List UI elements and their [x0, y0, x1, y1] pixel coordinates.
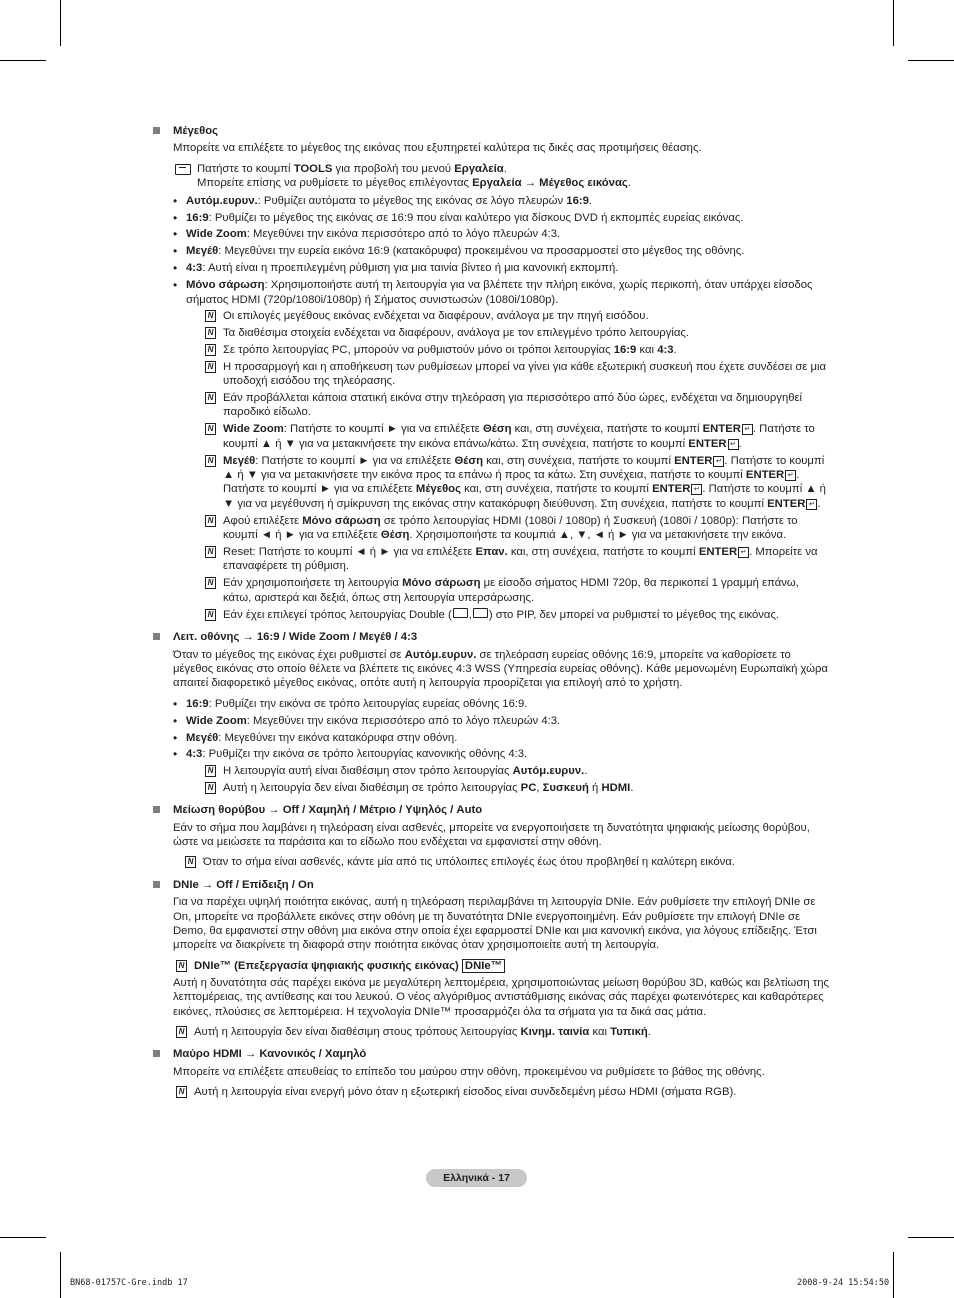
section-picture-size	[153, 124, 829, 622]
option-list	[166, 194, 829, 622]
manual-content	[153, 124, 829, 1102]
note-item: N Αυτή η λειτουργία δεν είναι διαθέσιμη σε τρόπο λειτουργίας PC, Συσκευή ή HDMI.	[202, 781, 829, 795]
tools-remote-icon	[175, 164, 191, 175]
note-icon: N	[205, 609, 216, 621]
dnie-logo: DNIe™	[462, 959, 505, 973]
square-bullet-icon	[153, 633, 160, 640]
list-item: • Αυτόμ.ευρυν.: Ρυθμίζει αυτόματα το μέγεθος της εικόνας σε λόγο πλευρών 16:9.	[166, 194, 829, 208]
note-icon: N	[205, 423, 216, 435]
section-dnie	[153, 878, 829, 1040]
note-icon: N	[205, 782, 216, 794]
note-icon: N	[185, 856, 196, 868]
list-item: • 16:9: Ρυθμίζει την εικόνα σε τρόπο λειτουργίας ευρείας οθόνης 16:9.	[166, 697, 829, 711]
dnie-description: Αυτή η δυνατότητα σάς παρέχει εικόνα με μεγαλύτερη λεπτομέρεια, χρησιμοποιώντας μείωση θορύβου 3D, καθώς και βελτίωση της λεπτομέρειας, της αντίθεσης και του λευκού. Ο νέος αλγόριθμος αντιστάθμισης εικόνας σάς παρέχει φωτεινότερες και καθαρότερες εικόνες, πλούσιες σε λεπτομέρεια. Η τεχνολογία DNIe™ προσαρμόζει όλα τα σήματα για τα δικά σας μάτια.	[173, 976, 829, 1018]
section-intro: Μπορείτε να επιλέξετε το μέγεθος της εικόνας που εξυπηρετεί καλύτερα τις δικές σας προτιμήσεις θέασης.	[173, 142, 702, 155]
tools-hint: Πατήστε το κουμπί TOOLS για προβολή του μενού Εργαλεία. Μπορείτε επίσης να ρυθμίσετε το μέγεθος επιλέγοντας Εργαλεία → Μέγεθος εικόνας.	[173, 162, 829, 191]
section-title: Λειτ. οθόνης → 16:9 / Wide Zoom / Μεγέθ / 4:3	[173, 631, 418, 644]
note-item: N Εάν χρησιμοποιήσετε τη λειτουργία Μόνο σάρωση με είσοδο σήματος HDMI 720p, θα περικοπεί 1 γραμμή επάνω, κάτω, αριστερά και δεξιά, όπως στη λειτουργία υπερσάρωσης.	[202, 576, 829, 605]
note-item: N Εάν προβάλλεται κάποια στατική εικόνα στην τηλεόραση για περισσότερο από δύο ώρες, ενδέχεται να δημιουργηθεί παροδικό είδωλο.	[202, 391, 829, 420]
note-icon: N	[205, 455, 216, 467]
note-icon: N	[205, 344, 216, 356]
crop-mark	[0, 1237, 46, 1238]
note-icon: N	[176, 960, 187, 972]
section-title: DNIe → Off / Επίδειξη / On	[173, 878, 314, 891]
note-item: N Οι επιλογές μεγέθους εικόνας ενδέχεται να διαφέρουν, ανάλογα με την πηγή εισόδου.	[202, 309, 829, 323]
note-icon: N	[205, 515, 216, 527]
section-title: Μέγεθος	[173, 125, 219, 137]
section-screen-mode	[153, 630, 829, 795]
note-item: N Όταν το σήμα είναι ασθενές, κάντε μία από τις υπόλοιπες επιλογές έως ότου προβληθεί η καλύτερη εικόνα.	[182, 855, 829, 869]
enter-icon: ↵	[691, 484, 702, 495]
enter-icon: ↵	[728, 439, 739, 450]
double-pip-icon	[453, 608, 468, 618]
note-item: N Σε τρόπο λειτουργίας PC, μπορούν να ρυθμιστούν μόνο οι τρόποι λειτουργίας 16:9 και 4:3.	[202, 343, 829, 357]
enter-icon: ↵	[742, 424, 753, 435]
section-title: Μαύρο HDMI → Κανονικός / Χαμηλό	[173, 1048, 367, 1061]
crop-mark	[60, 1252, 61, 1298]
list-item: • Wide Zoom: Μεγεθύνει την εικόνα περισσότερο από το λόγο πλευρών 4:3.	[166, 714, 829, 728]
square-bullet-icon	[153, 881, 160, 888]
section-intro: Όταν το μέγεθος της εικόνας έχει ρυθμιστεί σε Αυτόμ.ευρυν. σε τηλεόραση ευρείας οθόνης 16:9, μπορείτε να καθορίσετε το μέγεθος εικόνας στο οποίο θέλετε να βλέπετε τις εικόνες 4:3 WSS (Υπηρεσία ευρείας οθόνης). Κάθε μεμονωμένη Ευρωπαϊκή χώρα απαιτεί διαφορετικό μέγεθος εικόνας, οπότε αυτή η λειτουργία προορίζεται για επιλογή από το χρήστη.	[173, 648, 828, 690]
note-icon: N	[205, 577, 216, 589]
note-icon: N	[205, 546, 216, 558]
section-intro: Μπορείτε να επιλέξετε απευθείας το επίπεδο του μαύρου στην οθόνη, προκειμένου να ρυθμίσετε το βάθος της οθόνης.	[173, 1065, 765, 1078]
note-item: N Τα διαθέσιμα στοιχεία ενδέχεται να διαφέρουν, ανάλογα με τον επιλεγμένο τρόπο λειτουργίας.	[202, 326, 829, 340]
note-icon: N	[205, 392, 216, 404]
note-item: N Η προσαρμογή και η αποθήκευση των ρυθμίσεων μπορεί να γίνει για κάθε εξωτερική συσκευή που έχετε συνδέσει σε μια υποδοχή εισόδου της τηλεόρασης.	[202, 360, 829, 389]
note-icon: N	[205, 327, 216, 339]
crop-mark	[893, 1252, 894, 1298]
crop-mark	[0, 60, 46, 61]
note-item: N Εάν έχει επιλεγεί τρόπος λειτουργίας Double ( , ) στο PIP, δεν μπορεί να ρυθμιστεί το μέγεθος της εικόνας.	[202, 608, 829, 622]
notes	[202, 764, 829, 795]
note-icon: N	[205, 310, 216, 322]
print-slug-file: BN68-01757C-Gre.indb 17	[70, 1278, 188, 1288]
section-title: Μείωση θορύβου → Off / Χαμηλή / Μέτριο / Υψηλός / Auto	[173, 804, 483, 817]
list-item: • Wide Zoom: Μεγεθύνει την εικόνα περισσότερο από το λόγο πλευρών 4:3.	[166, 227, 829, 241]
notes	[202, 309, 829, 622]
section-noise-reduction	[153, 803, 829, 870]
section-intro: Για να παρέχει υψηλή ποιότητα εικόνας, αυτή η τηλεόραση περιλαμβάνει τη λειτουργία DNIe. Εάν ρυθμίσετε την επιλογή DNIe σε On, μπορείτε να προβάλλετε εικόνες στην οθόνη με τη δυνατότητα DNIe ενεργοποιημένη. Εάν ρυθμίσετε την επιλογή DNIe σε Demo, θα εμφανιστεί στην οθόνη μια εικόνα στην οποία έχει εφαρμοστεί DNIe και μια κανονική εικόνα, για λόγους επίδειξης. Έτσι μπορείτε να διακρίνετε τη διαφορά στην ποιότητα εικόνας όταν χρησιμοποιείτε αυτή τη λειτουργία.	[173, 896, 817, 952]
note-icon: N	[176, 1026, 187, 1038]
crop-mark	[60, 0, 61, 46]
option-list	[166, 697, 829, 795]
list-item: • Μόνο σάρωση: Χρησιμοποιήστε αυτή τη λειτουργία για να βλέπετε την πλήρη εικόνα, χωρίς περικοπή, όταν υπάρχει είσοδος σήματος HDMI (720p/1080i/1080p) ή Σήματος συνιστωσών (1080i/1080p). N Οι επιλογές μεγέθους εικόνας ενδέχεται να διαφέρουν, ανάλογα με την πηγή εισόδου. N Τα διαθέσιμα στοιχεία ενδέχεται να διαφέρουν, ανάλογα με τον επιλεγμένο τρόπο λειτουργίας. N Σε τρόπο λειτουργίας PC, μπορούν να ρυθμιστούν μόνο οι τρόποι λειτουργίας 16:9 και 4:3. N Η προσαρμογή και η αποθήκευση των ρυθμίσεων μπορεί να γίνει για κάθε εξωτερική συσκευή που έχετε συνδέσει σε μια υποδοχή εισόδου της τηλεόρασης. N Εάν προβάλλεται κάποια στατική εικόνα στην τηλεόραση για περισσότερο από δύο ώρες, ενδέχεται να δημιουργηθεί παροδικό είδωλο. N Wide Zoom: Πατήστε το κουμπί ► για να επιλέξετε Θέση και, στη συνέχεια, πατήστε το κουμπί ENTER ↵ . Πατήστε το κουμπί ▲ ή ▼ για να μετακινήσετε την εικόνα επάνω/κάτω. Στη συνέχεια, πατήστε το κουμπί ENTER ↵ . N Μεγέθ: Πατήστε το κουμπί ► για να επιλέξετε Θέση και, στη συνέχεια, πατήστε το κουμπί ENTER ↵ . Πατήστε το κουμπί ▲ ή ▼ για να μετακινήσετε την εικόνα προς τα επάνω ή προς τα κάτω. Στη συνέχεια, πατήστε το κουμπί ENTER ↵ . Πατήστε το κουμπί ► για να επιλέξετε Μέγεθος και, στη συνέχεια, πατήστε το κουμπί ENTER ↵ . Πατήστε το κουμπί ▲ ή ▼ για να μεγέθυνση ή σμίκρυνση της εικόνας στην κατακόρυφη διεύθυνση. Στη συνέχεια, πατήστε το κουμπί ENTER ↵ . N Αφού επιλέξετε Μόνο σάρωση σε τρόπο λειτουργίας HDMI (1080i / 1080p) ή Συσκευή (1080i / 1080p): Πατήστε το κουμπί ◄ ή ► για να επιλέξετε Θέση. Χρησιμοποιήστε τα κουμπιά ▲, ▼, ◄ ή ► για να μετακινήσετε την εικόνα. N Reset: Πατήστε το κουμπί ◄ ή ► για να επιλέξετε Επαν. και, στη συνέχεια, πατήστε το κουμπί ENTER ↵ . Μπορείτε να επαναφέρετε τη ρύθμιση. N Εάν χρησιμοποιήσετε τη λειτουργία Μόνο σάρωση με είσοδο σήματος HDMI 720p, θα περικοπεί 1 γραμμή επάνω, κάτω, αριστερά και δεξιά, όπως στη λειτουργία υπερσάρωσης. N Εάν έχει επιλεγεί τρόπος λειτουργίας Double ( , ) στο PIP, δεν μπορεί να ρυθμιστεί το μέγεθος της εικόνας.	[166, 278, 829, 622]
double-pip-icon	[473, 608, 488, 618]
note-item: N Μεγέθ: Πατήστε το κουμπί ► για να επιλέξετε Θέση και, στη συνέχεια, πατήστε το κουμπί ENTER ↵ . Πατήστε το κουμπί ▲ ή ▼ για να μετακινήσετε την εικόνα προς τα επάνω ή προς τα κάτω. Στη συνέχεια, πατήστε το κουμπί ENTER ↵ . Πατήστε το κουμπί ► για να επιλέξετε Μέγεθος και, στη συνέχεια, πατήστε το κουμπί ENTER ↵ . Πατήστε το κουμπί ▲ ή ▼ για να μεγέθυνση ή σμίκρυνση της εικόνας στην κατακόρυφη διεύθυνση. Στη συνέχεια, πατήστε το κουμπί ENTER ↵ .	[202, 454, 829, 512]
crop-mark	[908, 1237, 954, 1238]
enter-icon: ↵	[738, 547, 749, 558]
square-bullet-icon	[153, 127, 160, 134]
list-item: • Μεγέθ: Μεγεθύνει την εικόνα κατακόρυφα στην οθόνη.	[166, 731, 829, 745]
page-number-badge: Ελληνικά - 17	[426, 1169, 527, 1187]
crop-mark	[893, 0, 894, 46]
note-item: N Wide Zoom: Πατήστε το κουμπί ► για να επιλέξετε Θέση και, στη συνέχεια, πατήστε το κουμπί ENTER ↵ . Πατήστε το κουμπί ▲ ή ▼ για να μετακινήσετε την εικόνα επάνω/κάτω. Στη συνέχεια, πατήστε το κουμπί ENTER ↵ .	[202, 422, 829, 451]
note-item: N Αυτή η λειτουργία δεν είναι διαθέσιμη στους τρόπους λειτουργίας Κινημ. ταινία και Τυπική.	[173, 1025, 829, 1039]
crop-mark	[908, 60, 954, 61]
note-item: N Η λειτουργία αυτή είναι διαθέσιμη στον τρόπο λειτουργίας Αυτόμ.ευρυν..	[202, 764, 829, 778]
square-bullet-icon	[153, 1050, 160, 1057]
note-icon: N	[205, 361, 216, 373]
list-item: • 4:3: Αυτή είναι η προεπιλεγμένη ρύθμιση για μια ταινία βίντεο ή μια κανονική εκπομπή.	[166, 261, 829, 275]
square-bullet-icon	[153, 806, 160, 813]
list-item: • 4:3: Ρυθμίζει την εικόνα σε τρόπο λειτουργίας κανονικής οθόνης 4:3. N Η λειτουργία αυτή είναι διαθέσιμη στον τρόπο λειτουργίας Αυτόμ.ευρυν.. N Αυτή η λειτουργία δεν είναι διαθέσιμη σε τρόπο λειτουργίας PC, Συσκευή ή HDMI.	[166, 747, 829, 795]
section-intro: Εάν το σήμα που λαμβάνει η τηλεόραση είναι ασθενές, μπορείτε να ενεργοποιήσετε τη δυνατότητα ψηφιακής μείωσης θορύβου, ώστε να μειώσετε τα παράσιτα και το είδωλο που ενδέχεται να εμφανιστεί στην οθόνη.	[173, 821, 810, 848]
enter-icon: ↵	[785, 470, 796, 481]
note-icon: N	[205, 765, 216, 777]
note-icon: N	[176, 1086, 187, 1098]
list-item: • Μεγέθ: Μεγεθύνει την ευρεία εικόνα 16:9 (κατακόρυφα) προκειμένου να προσαρμοστεί στο μέγεθος της οθόνης.	[166, 244, 829, 258]
enter-icon: ↵	[713, 456, 724, 467]
section-hdmi-black	[153, 1047, 829, 1099]
note-item: N Αυτή η λειτουργία είναι ενεργή μόνο όταν η εξωτερική είσοδος είναι συνδεδεμένη μέσω HDMI (σήματα RGB).	[173, 1085, 829, 1099]
note-item: N Αφού επιλέξετε Μόνο σάρωση σε τρόπο λειτουργίας HDMI (1080i / 1080p) ή Συσκευή (1080i / 1080p): Πατήστε το κουμπί ◄ ή ► για να επιλέξετε Θέση. Χρησιμοποιήστε τα κουμπιά ▲, ▼, ◄ ή ► για να μετακινήσετε την εικόνα.	[202, 514, 829, 543]
list-item: • 16:9: Ρυθμίζει το μέγεθος της εικόνας σε 16:9 που είναι καλύτερο για δίσκους DVD ή εκπομπές ευρείας εικόνας.	[166, 211, 829, 225]
enter-icon: ↵	[806, 499, 817, 510]
note-item: N Reset: Πατήστε το κουμπί ◄ ή ► για να επιλέξετε Επαν. και, στη συνέχεια, πατήστε το κουμπί ENTER ↵ . Μπορείτε να επαναφέρετε τη ρύθμιση.	[202, 545, 829, 574]
dnie-subheading: N DNIe™ (Επεξεργασία ψηφιακής φυσικής εικόνας) DNIe™	[173, 959, 829, 973]
print-slug-date: 2008-9-24 15:54:50	[797, 1278, 890, 1288]
